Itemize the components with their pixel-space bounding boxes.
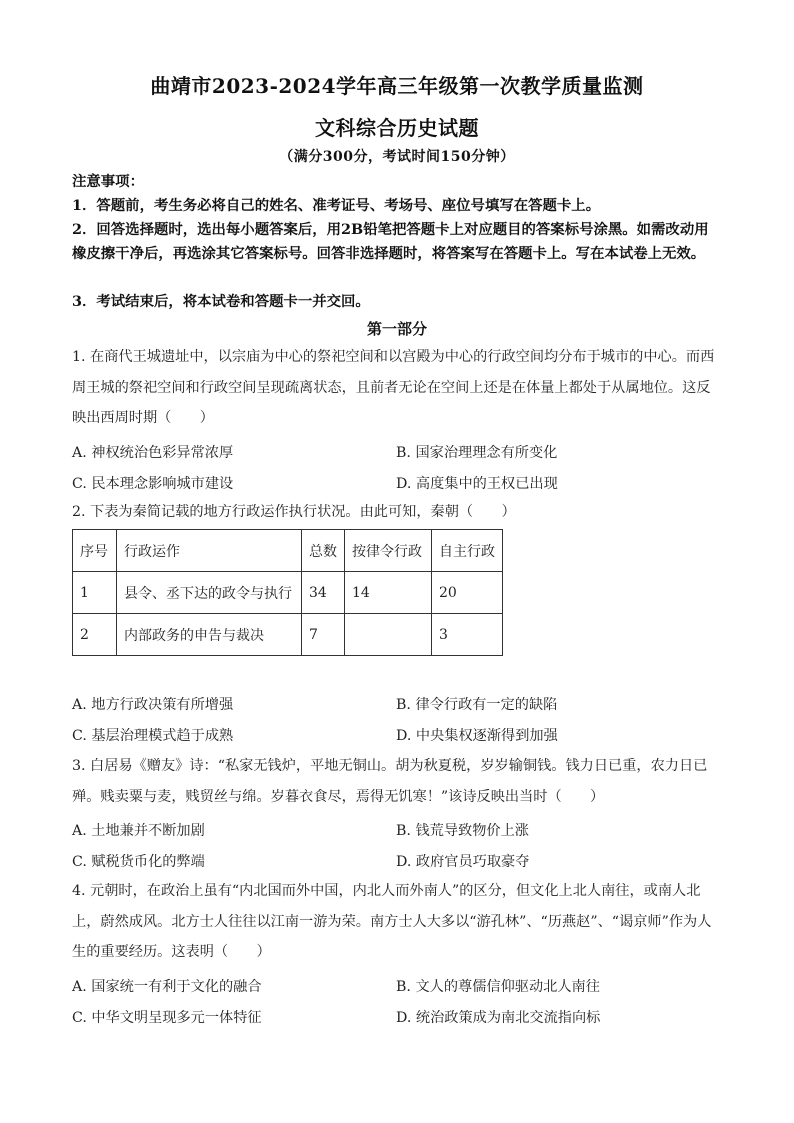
question-2-option-a: A. 地方行政决策有所增强 xyxy=(72,697,234,713)
exam-subtitle: 文科综合历史试题 xyxy=(315,116,479,140)
table-cell: 14 xyxy=(345,572,432,614)
table-header-cell: 总数 xyxy=(302,530,345,572)
question-1-stem: 1. 在商代王城遗址中，以宗庙为中心的祭祀空间和以宫殿为中心的行政空间均分布于城市的中心。而西周王城的祭祀空间和行政空间呈现疏离状态，且前者无论在空间上还是在体量上都处于从属地位。这反映出西周时期（ ） xyxy=(72,349,715,426)
table-cell: 34 xyxy=(302,572,345,614)
table-cell: 县令、丞下达的政令与执行 xyxy=(117,572,302,614)
notice-item-2: 2．回答选择题时，选出每小题答案后，用2B铅笔把答题卡上对应题目的答案标号涂黑。如需改动用橡皮擦干净后，再选涂其它答案标号。回答非选择题时，将答案写在答题卡上。写在本试卷上无效。 xyxy=(72,221,709,262)
table-header-cell: 按律令行政 xyxy=(345,530,432,572)
question-4-option-b: B. 文人的尊儒信仰驱动北人南往 xyxy=(396,979,600,995)
table-cell: 2 xyxy=(73,614,117,656)
question-3-option-c: C. 赋税货币化的弊端 xyxy=(72,854,205,870)
table-cell: 1 xyxy=(73,572,117,614)
notice-item-3: 3．考试结束后，将本试卷和答题卡一并交回。 xyxy=(72,293,370,310)
table-header-row xyxy=(73,530,503,572)
table-header-cell: 序号 xyxy=(73,530,117,572)
table-cell: 7 xyxy=(302,614,345,656)
exam-info: （满分300分，考试时间150分钟） xyxy=(279,149,515,165)
notice-heading: 注意事项： xyxy=(72,173,144,190)
question-4-option-d: D. 统治政策成为南北交流指向标 xyxy=(396,1010,601,1026)
table-row xyxy=(73,572,503,614)
question-1-option-c: C. 民本理念影响城市建设 xyxy=(72,476,234,492)
table-header-cell: 行政运作 xyxy=(117,530,302,572)
question-4-option-a: A. 国家统一有利于文化的融合 xyxy=(72,979,262,995)
question-1-option-d: D. 高度集中的王权已出现 xyxy=(396,476,558,492)
table-cell xyxy=(345,614,432,656)
question-4-stem: 4. 元朝时，在政治上虽有“内北国而外中国，内北人而外南人”的区分，但文化上北人南往，或南人北上，蔚然成风。北方士人往往以江南一游为荣。南方士人大多以“游孔林”、“历燕赵”、“谒京师”作为人生的重要经历。这表明（ ） xyxy=(72,883,712,960)
question-1-option-a: A. 神权统治色彩异常浓厚 xyxy=(72,445,234,461)
table-cell: 内部政务的申告与裁决 xyxy=(117,614,302,656)
table-cell: 3 xyxy=(432,614,503,656)
notice-item-1: 1．答题前，考生务必将自己的姓名、准考证号、考场号、座位号填写在答题卡上。 xyxy=(72,197,601,214)
question-2-stem: 2. 下表为秦简记载的地方行政运作执行状况。由此可知，秦朝（ ） xyxy=(72,504,516,520)
question-1-option-b: B. 国家治理理念有所变化 xyxy=(396,445,558,461)
section-title: 第一部分 xyxy=(366,320,427,338)
question-2-option-c: C. 基层治理模式趋于成熟 xyxy=(72,728,234,744)
question-2-option-b: B. 律令行政有一定的缺陷 xyxy=(396,697,558,713)
table-row xyxy=(73,614,503,656)
admin-table xyxy=(72,529,503,656)
exam-title: 曲靖市2023-2024学年高三年级第一次教学质量监测 xyxy=(150,74,644,98)
question-3-option-d: D. 政府官员巧取豪夺 xyxy=(396,854,530,870)
question-4-option-c: C. 中华文明呈现多元一体特征 xyxy=(72,1010,262,1026)
question-3-stem: 3. 白居易《赠友》诗：“私家无钱炉，平地无铜山。胡为秋夏税，岁岁输铜钱。钱力日已重，农力日已殚。贱卖粟与麦，贱贸丝与绵。岁暮衣食尽，焉得无饥寒！”该诗反映出当时（ ） xyxy=(72,758,708,805)
question-3-option-a: A. 土地兼并不断加剧 xyxy=(72,823,205,839)
table-header-cell: 自主行政 xyxy=(432,530,503,572)
table-cell: 20 xyxy=(432,572,503,614)
question-3-option-b: B. 钱荒导致物价上涨 xyxy=(396,823,529,839)
question-2-option-d: D. 中央集权逐渐得到加强 xyxy=(396,728,558,744)
